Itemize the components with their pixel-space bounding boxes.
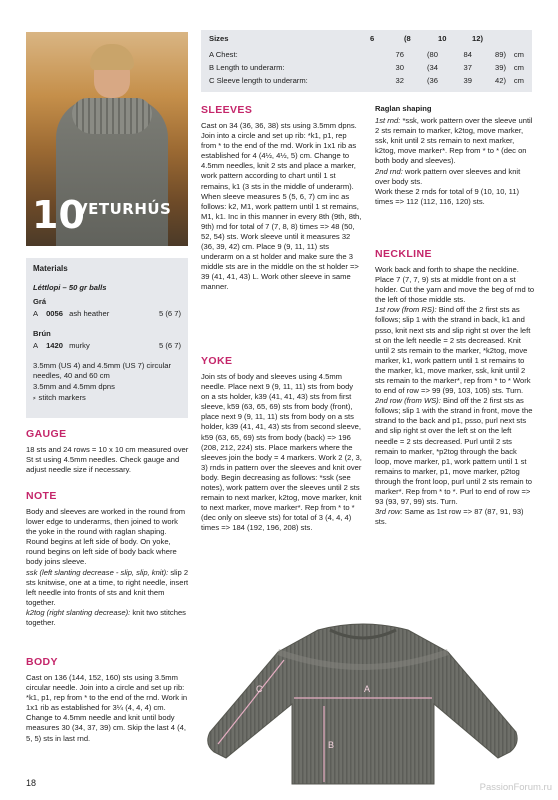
cell: 39 — [463, 75, 472, 85]
cover-photo — [26, 32, 188, 246]
body-text: Cast on 136 (144, 152, 160) sts using 3.5mm circular needle. Join into a circle and set up rib: *k1, p1, rep from * to the end of the rnd. Work in 1x1 rib as established for 3¼ (4, 4, 4) cm. Change to 4.5mm needle and knit until body measures 30 (34, 37, 39) cm. Skip the last 4 (4, 5, 5) sts in last rnd. — [26, 672, 188, 743]
row1-term: 1st row (from RS): — [375, 305, 437, 315]
raglan-heading: Raglan shaping — [375, 104, 432, 113]
pattern-number: 10 — [32, 193, 85, 237]
cell: 76 — [395, 49, 404, 59]
child-hair-shape — [90, 44, 134, 70]
markers-text: stitch markers — [38, 393, 86, 403]
size-col: (8 — [404, 34, 411, 43]
neckline-row1 — [375, 305, 535, 396]
cell: 39) — [495, 62, 506, 72]
sleeves-text: Cast on 34 (36, 36, 38) sts using 3.5mm dpns. Join into a circle and set up rib: *k1, p1, rep from * to the end of the rnd. Work in 1x1 rib as established for 4 (4½, 4½, 5) cm. Change to 4.5mm needles, knit 2 sts and place a marker, work pattern according to chart until 1 st remains, k1 (3 sts in the middle of underarm). When sleeve measures 5 (5, 6, 7) cm inc as follows: k2, M1, work pattern until 1 st remains, M1, k1. Inc in this manner in every 8th (9th, 8th, 9th) rnd for total of 7 (7, 8, 8) times => 48 (50, 52, 54) sts. Work sleeve until it measures 32 (36, 39, 42) cm. Place 9 (9, 11, 11) sts underarm on a st holder and make sure the 3 middle sts are in the middle on the st holder => 39 (41, 41, 43) L. Work other sleeve in same manner. — [201, 120, 362, 292]
note-section — [26, 490, 190, 628]
cell: 37 — [463, 62, 472, 72]
color-name: murky — [69, 341, 90, 350]
marker-icon: ⸗ — [33, 393, 36, 403]
row1-text: Bind off the 2 first sts as follows; slip 1 with the strand in back, k1 and psso, knit next sts and slip right st over the left st on the left needle = 2 sts decreased. Knit until 2 sts remain to the marker, *k2tog, move marker, k1, work pattern until 1 st remains to the marker, k1, move marker, ssk, knit until 2 sts remain to the marker*, rep from * to * Work to end of row => 99 (99, 103, 105) sts. Turn. — [375, 305, 531, 396]
color-letter: A — [33, 308, 39, 318]
color-qty: 5 (6 7) — [159, 341, 181, 350]
color-name: ash heather — [69, 308, 110, 318]
neckline-heading: NECKLINE — [375, 248, 432, 260]
table-row — [209, 74, 524, 87]
cell: (34 — [427, 62, 438, 72]
sweater-schematic — [198, 612, 528, 790]
label-c: C — [256, 684, 263, 694]
row2-term: 2nd row (from WS): — [375, 396, 441, 406]
unit-col — [506, 34, 524, 48]
yoke-text: Join sts of body and sleeves using 4.5mm needle. Place next 9 (9, 11, 11) sts from body on a sts holder, k39 (41, 41, 43) sts from first sleeve, k59 (63, 65, 69) sts from body (front), place next 9 (9, 11, 11) sts from body on a sts holder, k39 (41, 41, 43) sts from second sleeve, k59 (63, 65, 69) sts from body (back) => 196 (208, 212, 224) sts. Place markers where the sleeves join the body = 4 markers. Work 2 (2, 3, 3) rnds in pattern over the sleeves and knit over body. Begin decreasing as follows: *ssk (see notes), work pattern over the sleeves until 2 sts remain to next marker, k2tog, move marker, knit to next marker, move marker*. Rep from * to * (dec only on sleeve sts) for total of 3 (4, 4, 4) times => 184 (192, 196, 208) sts. — [201, 371, 362, 533]
k2tog-text: knit two stitches together. — [26, 607, 186, 627]
raglan-text: Work these 2 rnds for total of 9 (10, 10, 11) times => 112 (112, 116, 120) sts. — [375, 186, 520, 206]
gauge-section — [26, 428, 190, 475]
size-col: 12) — [472, 34, 483, 43]
k2tog-term: k2tog (right slanting decrease): — [26, 607, 131, 617]
raglan-rnd2 — [375, 167, 535, 187]
sweater-shape — [208, 624, 517, 784]
row3-text: Same as 1st row => 87 (87, 91, 93) sts. — [375, 507, 524, 527]
sweater-yoke-shape — [72, 98, 152, 134]
ssk-text: slip 2 sts knitwise, one at a time, to right needle, insert left needle into fronts of sts and knit them together. — [26, 567, 189, 607]
ssk-term: ssk (left slanting decrease - slip, slip, knit): — [26, 567, 169, 577]
pattern-name: VETURHÚS — [76, 200, 172, 218]
size-col: 6 — [370, 34, 375, 43]
raglan-section — [375, 104, 535, 207]
neckline-row2 — [375, 396, 535, 507]
rnd1-term: 1st rnd: — [375, 116, 401, 126]
rnd2-term: 2nd rnd: — [375, 166, 403, 176]
cell: 32 — [395, 75, 404, 85]
cell: (80 — [427, 49, 438, 59]
yarn-name: Léttlopi – 50 gr balls — [33, 282, 107, 292]
label-a: A — [364, 684, 371, 694]
color-group-1: Grá — [33, 296, 47, 306]
neckline-text: Work back and forth to shape the neckline. Place 7 (7, 7, 9) sts at middle front on a st holder. Cut the yarn and move the beg of rnd to the left of those middle sts. — [375, 264, 535, 305]
neckline-section — [375, 248, 535, 527]
size-col: 10 — [438, 34, 447, 43]
dpns-text: 3.5mm and 4.5mm dpns — [33, 382, 115, 392]
k2tog-note — [26, 608, 190, 628]
materials-heading: Materials — [33, 264, 68, 273]
row-label: A Chest: — [209, 49, 238, 59]
color-qty: 5 (6 7) — [159, 308, 181, 318]
row-label: B Length to underarm: — [209, 62, 285, 72]
cell: 84 — [463, 49, 472, 59]
table-row — [209, 61, 524, 74]
sizes-table — [201, 30, 532, 92]
body-section — [26, 656, 190, 744]
row-label: C Sleeve length to underarm: — [209, 75, 308, 85]
rnd1-text: *ssk, work pattern over the sleeve until 2 sts remain to marker, k2tog, move marker, ssk, knit until 2 sts remain to next marker, k2tog, move marker*. Rep from * to * (dec on both body and sleeves). — [375, 116, 533, 166]
raglan-rnd1 — [375, 116, 535, 166]
yoke-section — [201, 355, 363, 533]
yoke-heading: YOKE — [201, 355, 233, 367]
color-code: 1420 — [46, 341, 63, 350]
color-code: 0056 — [46, 308, 63, 318]
needles-text: 3.5mm (US 4) and 4.5mm (US 7) circular needles, 40 and 60 cm — [33, 361, 171, 381]
markers-line — [33, 393, 181, 403]
sleeves-heading: SLEEVES — [201, 104, 253, 116]
unit: cm — [513, 49, 524, 59]
sleeves-section — [201, 104, 363, 293]
table-row — [209, 48, 524, 61]
ssk-note — [26, 568, 190, 608]
note-heading: NOTE — [26, 490, 57, 502]
body-heading: BODY — [26, 656, 58, 668]
gauge-heading: GAUGE — [26, 428, 67, 440]
row2-text: Bind off the 2 first sts as follows; slip 1 with the strand in front, move the strand to the back and p1, psso, purl next sts and slip right st over the left st on the left needle = 2 sts decreased. Purl until 2 sts remain to marker, *p2tog through the back loop, move marker, p1, work pattern until 1 st remains to marker, p1, move marker, p2tog through the front loop, purl until 2 sts remain to marker*. Rep from * to *. Purl to end of row => 93 (93, 97, 99) sts. Turn. — [375, 396, 533, 507]
cell: 30 — [395, 62, 404, 72]
color-row-2 — [33, 341, 181, 351]
color-row-1 — [33, 309, 181, 319]
neckline-row3 — [375, 507, 535, 527]
color-group-2: Brún — [33, 328, 51, 338]
color-letter: A — [33, 341, 39, 350]
note-text: Body and sleeves are worked in the round from lower edge to underarms, then joined to work the yoke in the round with raglan shaping. Round begins at left side of body. On yoke, round begins on left side of body back where body joins sleeve. — [26, 506, 186, 567]
rnd2-text: work pattern over sleeves and knit over body sts. — [375, 166, 521, 186]
watermark: PassionForum.ru — [479, 782, 552, 793]
cell: (36 — [427, 75, 438, 85]
cell: 42) — [495, 75, 506, 85]
unit: cm — [513, 75, 524, 85]
cell: 89) — [495, 49, 506, 59]
page-number: 18 — [26, 778, 37, 788]
sizes-header: Sizes — [209, 34, 229, 43]
gauge-text: 18 sts and 24 rows = 10 x 10 cm measured over St st using 4.5mm needles. Check gauge and adjust needle size if necessary. — [26, 444, 189, 475]
unit: cm — [513, 62, 524, 72]
sizes-header-row — [209, 34, 524, 48]
row3-term: 3rd row: — [375, 507, 403, 517]
label-b: B — [328, 740, 335, 750]
materials-panel — [26, 258, 188, 418]
